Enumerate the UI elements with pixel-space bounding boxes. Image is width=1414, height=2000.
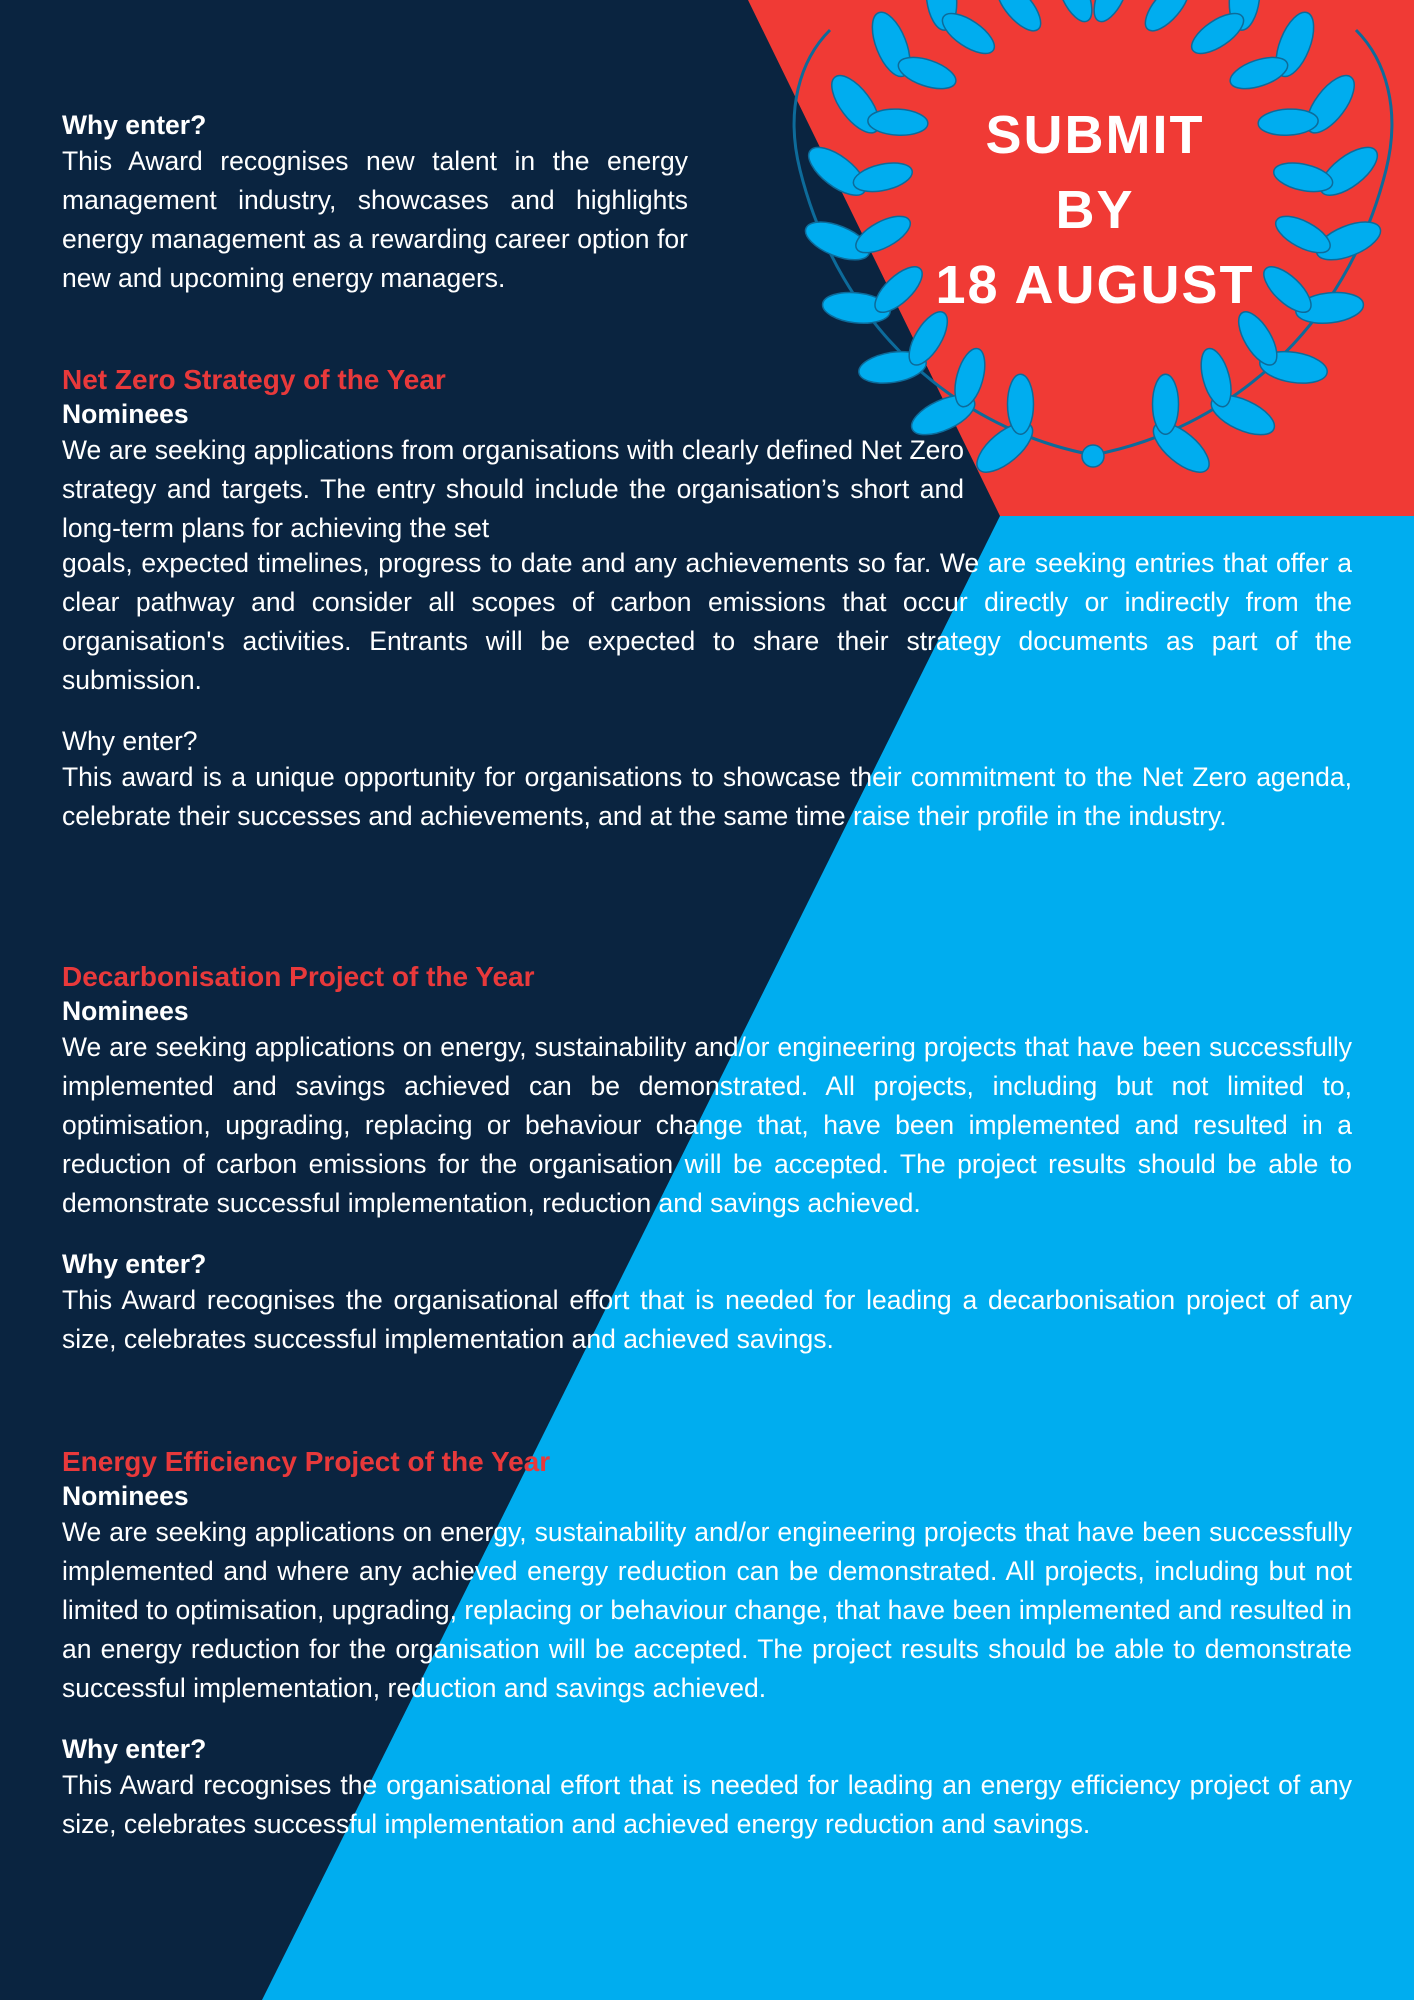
nominees-label: Nominees — [62, 399, 189, 429]
intro-heading: Why enter? — [62, 110, 207, 140]
intro-block — [62, 109, 688, 298]
intro-text: This Award recognises new talent in the energy management industry, showcases and highlights energy management as a rewarding career option for new and upcoming energy managers. — [62, 146, 688, 293]
nominees-text: We are seeking applications on energy, sustainability and/or engineering projects that have been successfully implemented and where any achieved energy reduction can be demonstrated. All projects, including but not limited to optimisation, upgrading, replacing or behaviour change, that have been implemented and resulted in an energy reduction for the organisation will be accepted. The project results should be able to demonstrate successful implementation, reduction and savings achieved. — [62, 1517, 1352, 1703]
nominees-text: We are seeking applications on energy, sustainability and/or engineering projects that have been successfully implemented and savings achieved can be demonstrated. All projects, including but not limited to, optimisation, upgrading, replacing or behaviour change that, have been implemented and resulted in a reduction of carbon emissions for the organisation will be accepted. The project results should be able to demonstrate successful implementation, reduction and savings achieved. — [62, 1032, 1352, 1218]
badge-line-submit: SUBMIT — [985, 105, 1205, 165]
badge-line-by: BY — [1055, 180, 1135, 240]
nominees-label: Nominees — [62, 1481, 189, 1511]
badge-line-date: 18 AUGUST — [935, 255, 1255, 315]
section-energy-efficiency — [62, 1444, 1352, 1844]
nominees-label: Nominees — [62, 996, 189, 1026]
section-title: Energy Efficiency Project of the Year — [62, 1446, 551, 1477]
why-enter-label: Why enter? — [62, 1249, 207, 1279]
section-decarbonisation — [62, 959, 1352, 1359]
nominees-text: We are seeking applications from organisations with clearly defined Net Zero strategy and targets. The entry should include the organisation’s short and long-term plans for achieving the set — [62, 435, 964, 543]
why-enter-text: This Award recognises the organisational effort that is needed for leading an energy efficiency project of any size, celebrates successful implementation and achieved energy reduction and savings. — [62, 1770, 1352, 1839]
why-enter-text: This Award recognises the organisational effort that is needed for leading a decarbonisation project of any size, celebrates successful implementation and achieved savings. — [62, 1285, 1352, 1354]
section-net-zero — [62, 362, 1352, 836]
nominees-text-continued: goals, expected timelines, progress to date and any achievements so far. We are seeking entries that offer a clear pathway and consider all scopes of carbon emissions that occur directly or indirectly from the organisation's activities. Entrants will be expected to share their strategy documents as part of the submission. — [62, 548, 1352, 695]
submit-deadline-badge — [900, 98, 1290, 323]
why-enter-label: Why enter? — [62, 726, 198, 756]
why-enter-text: This award is a unique opportunity for organisations to showcase their commitment to the Net Zero agenda, celebrate their successes and achievements, and at the same time raise their profile in the industry. — [62, 762, 1352, 831]
section-title: Decarbonisation Project of the Year — [62, 961, 535, 992]
why-enter-label: Why enter? — [62, 1734, 207, 1764]
section-title: Net Zero Strategy of the Year — [62, 364, 446, 395]
